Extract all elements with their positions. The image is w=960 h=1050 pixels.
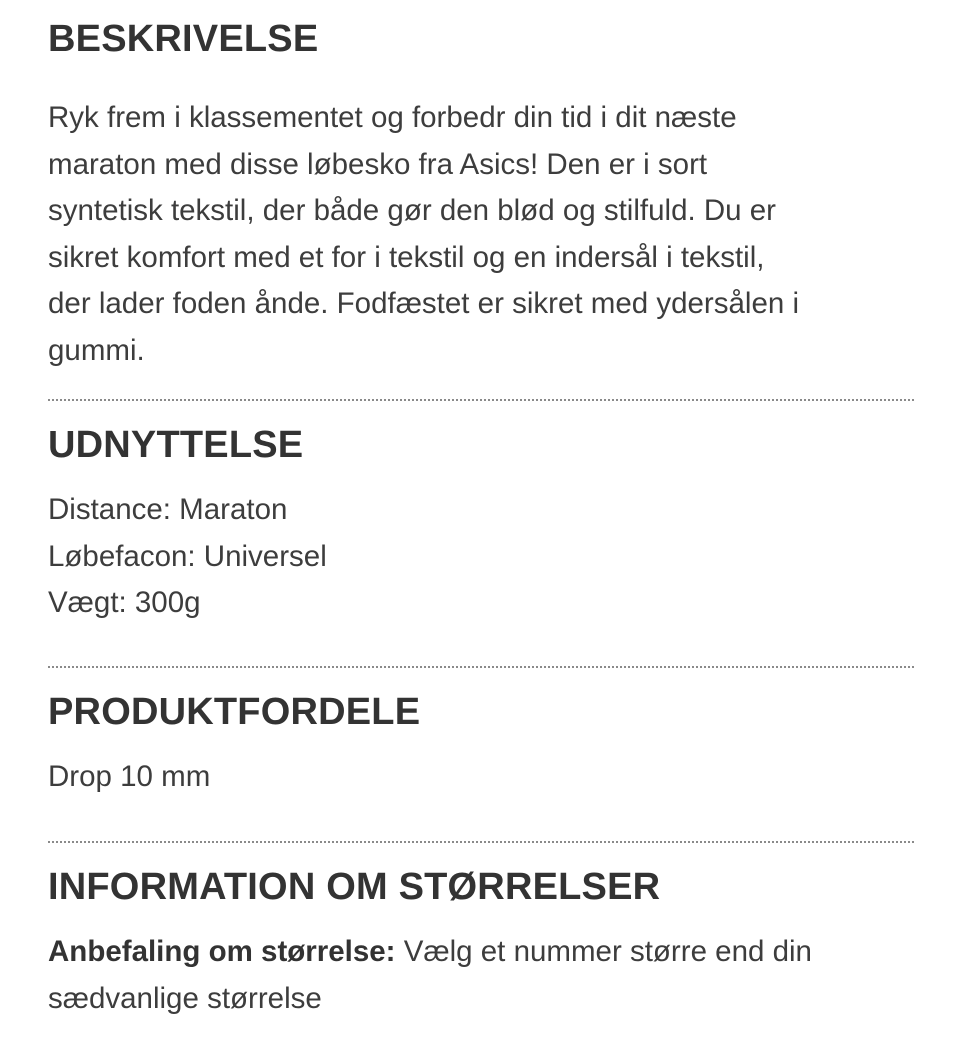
usage-list bbox=[48, 487, 914, 627]
sizing-section bbox=[48, 864, 914, 1022]
sizing-recommendation-label: Anbefaling om størrelse: bbox=[48, 935, 396, 968]
description-line: gummi. bbox=[48, 333, 145, 367]
benefit-item: Drop 10 mm bbox=[48, 760, 211, 793]
section-divider bbox=[48, 841, 914, 843]
description-line: syntetisk tekstil, der både gør den blød og stilfuld. Du er bbox=[48, 194, 777, 227]
usage-section bbox=[48, 422, 914, 627]
description-line: maraton med disse løbesko fra Asics! Den er i sort bbox=[48, 147, 708, 181]
usage-item-weight: Vægt: 300g bbox=[48, 586, 201, 619]
description-section bbox=[48, 16, 914, 374]
benefits-section bbox=[48, 689, 914, 801]
description-line: sikret komfort med et for i tekstil og en indersål i tekstil, bbox=[48, 240, 765, 274]
benefits-list bbox=[48, 754, 914, 801]
sizing-recommendation-line bbox=[48, 929, 914, 976]
section-divider bbox=[48, 399, 914, 401]
description-text bbox=[48, 95, 914, 374]
description-heading: BESKRIVELSE bbox=[48, 18, 319, 60]
sizing-recommendation-line: sædvanlige størrelse bbox=[48, 981, 322, 1015]
usage-item-facon: Løbefacon: Universel bbox=[48, 539, 327, 573]
section-divider bbox=[48, 666, 914, 668]
sizing-recommendation bbox=[48, 929, 914, 1022]
description-line: Ryk frem i klassementet og forbedr din tid i dit næste bbox=[48, 101, 737, 134]
description-line: der lader foden ånde. Fodfæstet er sikret med ydersålen i bbox=[48, 287, 800, 320]
benefits-heading: PRODUKTFORDELE bbox=[48, 691, 421, 733]
sizing-recommendation-text: Vælg et nummer større end din bbox=[395, 935, 812, 968]
usage-heading: UDNYTTELSE bbox=[48, 424, 304, 466]
usage-item-distance: Distance: Maraton bbox=[48, 493, 288, 526]
sizing-heading: INFORMATION OM STØRRELSER bbox=[48, 866, 661, 908]
